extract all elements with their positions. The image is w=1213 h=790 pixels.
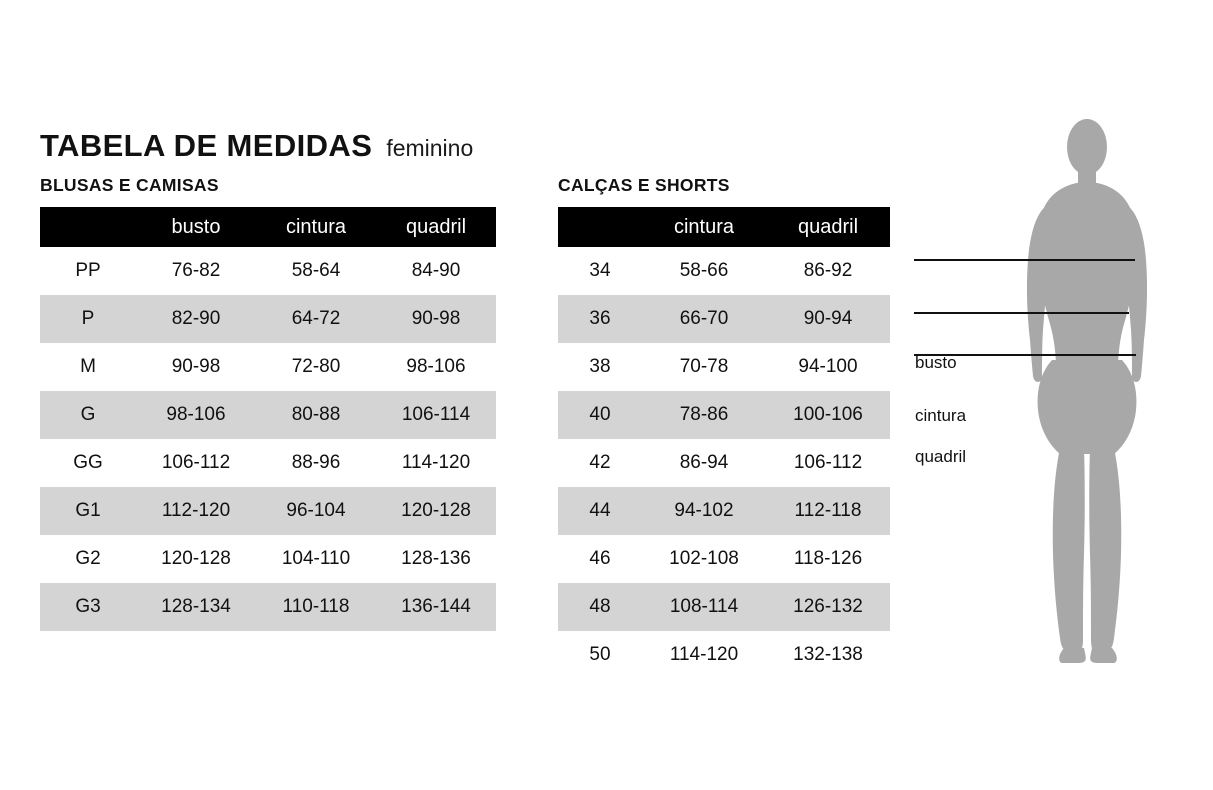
page-title-main: TABELA DE MEDIDAS (40, 128, 373, 163)
cell-cintura: 102-108 (642, 535, 766, 583)
cell-size: GG (40, 439, 136, 487)
cell-cintura: 66-70 (642, 295, 766, 343)
cell-busto: 112-120 (136, 487, 256, 535)
cell-busto: 82-90 (136, 295, 256, 343)
table-row (40, 583, 496, 631)
table-header-row (558, 207, 890, 247)
cell-cintura: 114-120 (642, 631, 766, 679)
cell-cintura: 108-114 (642, 583, 766, 631)
table-row (558, 295, 890, 343)
table-row (558, 343, 890, 391)
measurements-table-blusas-e-camisas (40, 207, 496, 631)
cell-quadril: 114-120 (376, 439, 496, 487)
table-row (558, 439, 890, 487)
cell-size: P (40, 295, 136, 343)
callout-label-quadril: quadril (915, 447, 967, 466)
cell-quadril: 126-132 (766, 583, 890, 631)
cell-size: M (40, 343, 136, 391)
cell-cintura: 70-78 (642, 343, 766, 391)
cell-cintura: 86-94 (642, 439, 766, 487)
cell-quadril: 86-92 (766, 247, 890, 295)
page-title-subtitle: feminino (386, 135, 474, 161)
table-row (40, 487, 496, 535)
cell-quadril: 84-90 (376, 247, 496, 295)
cell-size: 44 (558, 487, 642, 535)
cell-size: 42 (558, 439, 642, 487)
cell-size: G1 (40, 487, 136, 535)
cell-busto: 76-82 (136, 247, 256, 295)
cell-size: 36 (558, 295, 642, 343)
cell-size: 50 (558, 631, 642, 679)
table-row (40, 439, 496, 487)
cell-size: G3 (40, 583, 136, 631)
cell-cintura: 80-88 (256, 391, 376, 439)
table-caption-blusas-e-camisas: BLUSAS E CAMISAS (40, 175, 219, 195)
cell-size: 34 (558, 247, 642, 295)
cell-quadril: 90-98 (376, 295, 496, 343)
cell-busto: 120-128 (136, 535, 256, 583)
column-header-size (558, 207, 642, 247)
table-caption-calcas-e-shorts: CALÇAS E SHORTS (558, 175, 730, 195)
cell-cintura: 96-104 (256, 487, 376, 535)
cell-cintura: 72-80 (256, 343, 376, 391)
table-row (40, 391, 496, 439)
cell-quadril: 118-126 (766, 535, 890, 583)
cell-busto: 128-134 (136, 583, 256, 631)
cell-quadril: 128-136 (376, 535, 496, 583)
table-block-blusas-e-camisas (40, 175, 496, 631)
table-row (558, 631, 890, 679)
column-header-cintura: cintura (642, 207, 766, 247)
cell-size: G (40, 391, 136, 439)
column-header-cintura: cintura (256, 207, 376, 247)
cell-cintura: 64-72 (256, 295, 376, 343)
cell-quadril: 90-94 (766, 295, 890, 343)
cell-quadril: 132-138 (766, 631, 890, 679)
cell-cintura: 78-86 (642, 391, 766, 439)
measurements-table-calcas-e-shorts (558, 207, 890, 679)
cell-size: 48 (558, 583, 642, 631)
table-row (40, 535, 496, 583)
cell-quadril: 94-100 (766, 343, 890, 391)
cell-quadril: 106-114 (376, 391, 496, 439)
cell-quadril: 120-128 (376, 487, 496, 535)
cell-busto: 90-98 (136, 343, 256, 391)
table-row (558, 583, 890, 631)
cell-busto: 98-106 (136, 391, 256, 439)
table-row (40, 247, 496, 295)
table-header-row (40, 207, 496, 247)
cell-quadril: 136-144 (376, 583, 496, 631)
table-row (40, 295, 496, 343)
cell-cintura: 104-110 (256, 535, 376, 583)
cell-quadril: 98-106 (376, 343, 496, 391)
body-figure (900, 110, 1210, 680)
callout-label-busto: busto (915, 353, 957, 372)
table-row (40, 343, 496, 391)
cell-cintura: 94-102 (642, 487, 766, 535)
cell-cintura: 58-66 (642, 247, 766, 295)
column-header-busto: busto (136, 207, 256, 247)
female-body-silhouette-svg (900, 110, 1210, 680)
table-row (558, 247, 890, 295)
column-header-quadril: quadril (766, 207, 890, 247)
cell-cintura: 58-64 (256, 247, 376, 295)
page-title (40, 128, 473, 164)
table-row (558, 487, 890, 535)
cell-quadril: 106-112 (766, 439, 890, 487)
cell-cintura: 88-96 (256, 439, 376, 487)
cell-busto: 106-112 (136, 439, 256, 487)
cell-quadril: 100-106 (766, 391, 890, 439)
cell-size: 40 (558, 391, 642, 439)
table-row (558, 391, 890, 439)
cell-quadril: 112-118 (766, 487, 890, 535)
table-block-calcas-e-shorts (558, 175, 890, 679)
cell-size: G2 (40, 535, 136, 583)
cell-size: 38 (558, 343, 642, 391)
callout-label-cintura: cintura (915, 406, 967, 425)
column-header-quadril: quadril (376, 207, 496, 247)
column-header-size (40, 207, 136, 247)
cell-size: PP (40, 247, 136, 295)
cell-size: 46 (558, 535, 642, 583)
cell-cintura: 110-118 (256, 583, 376, 631)
table-row (558, 535, 890, 583)
